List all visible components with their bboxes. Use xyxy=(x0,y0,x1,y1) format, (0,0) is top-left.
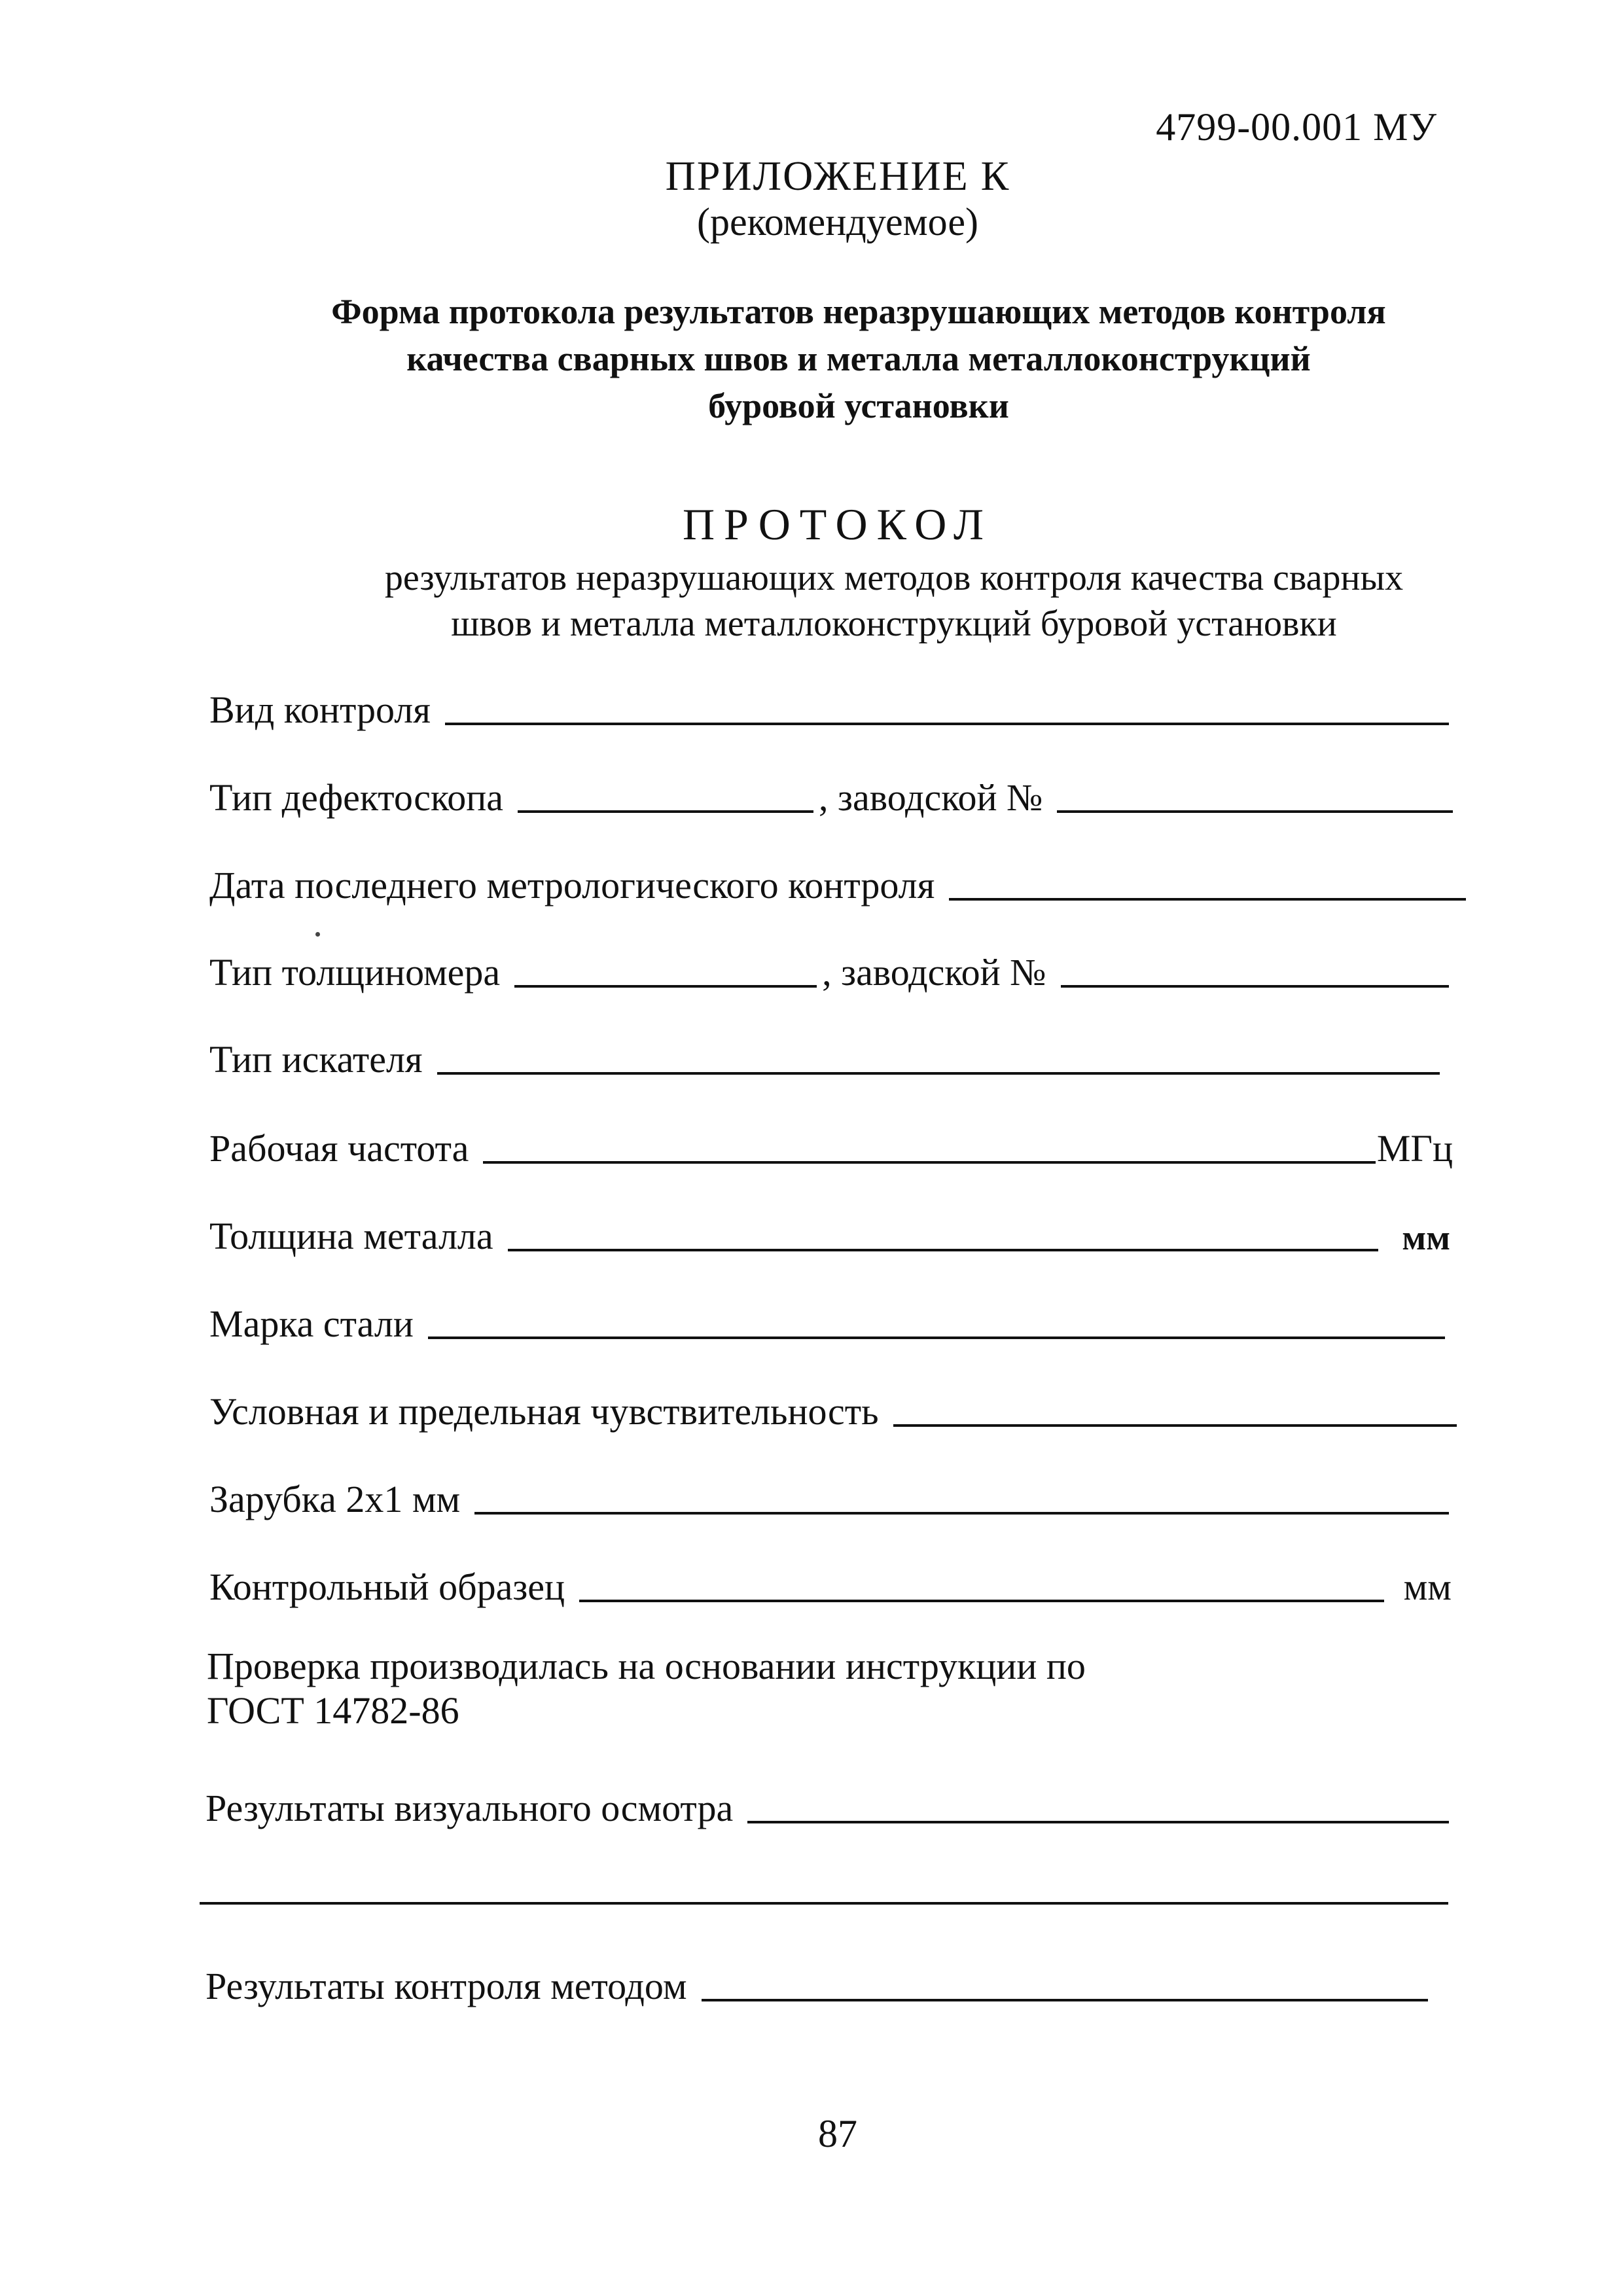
probe-type-field xyxy=(209,1031,1440,1084)
form-title-line-1: Форма протокола результатов неразрушающих методов контроля xyxy=(331,292,1386,331)
frequency-field xyxy=(209,1121,1453,1173)
flaw-detector-input[interactable] xyxy=(518,810,813,813)
control-type-label: Вид контроля xyxy=(209,689,431,731)
last-calibration-field xyxy=(209,857,1466,910)
control-type-input[interactable] xyxy=(445,723,1449,725)
method-results-field xyxy=(205,1958,1428,2011)
steel-grade-label: Марка стали xyxy=(209,1302,414,1345)
notch-input[interactable] xyxy=(474,1512,1449,1515)
method-results-label: Результаты контроля методом xyxy=(205,1965,687,2007)
visual-results-field xyxy=(205,1780,1449,1833)
metal-thickness-label: Толщина металла xyxy=(209,1215,493,1257)
inspection-basis-line-1: Проверка производилась на основании инструкции по xyxy=(207,1645,1086,1687)
notch-label: Зарубка 2x1 мм xyxy=(209,1478,461,1520)
flaw-detector-serial-input[interactable] xyxy=(1057,810,1453,813)
flaw-detector-serial-label: , заводской № xyxy=(819,776,1043,819)
last-calibration-input[interactable] xyxy=(949,898,1466,901)
thickness-gauge-label: Тип толщиномера xyxy=(209,951,501,994)
frequency-label: Рабочая частота xyxy=(209,1127,469,1170)
control-type-field xyxy=(209,682,1449,734)
frequency-input[interactable] xyxy=(483,1161,1375,1164)
document-code: 4799-00.001 МУ xyxy=(1156,105,1437,149)
sensitivity-input[interactable] xyxy=(893,1424,1457,1427)
visual-results-input[interactable] xyxy=(747,1821,1449,1823)
protocol-subtitle xyxy=(82,555,1623,647)
last-calibration-label: Дата последнего метрологического контроля xyxy=(209,864,935,906)
scan-speck xyxy=(315,932,320,937)
reference-sample-unit: мм xyxy=(1403,1566,1452,1608)
reference-sample-field xyxy=(209,1559,1452,1611)
thickness-gauge-field xyxy=(209,944,1449,997)
protocol-subtitle-line-2: швов и металла металлоконструкций буровой установки xyxy=(451,603,1337,644)
form-title-line-3: буровой установки xyxy=(708,386,1009,425)
protocol-title: ПРОТОКОЛ xyxy=(682,499,993,549)
probe-type-label: Тип искателя xyxy=(209,1038,423,1081)
steel-grade-field xyxy=(209,1296,1445,1348)
reference-sample-label: Контрольный образец xyxy=(209,1566,565,1608)
form-title xyxy=(47,288,1623,429)
notch-field xyxy=(209,1471,1449,1524)
appendix-title: ПРИЛОЖЕНИЕ К xyxy=(665,152,1010,199)
reference-sample-input[interactable] xyxy=(579,1600,1384,1602)
metal-thickness-unit: мм xyxy=(1402,1218,1450,1257)
steel-grade-input[interactable] xyxy=(428,1336,1445,1339)
appendix-subtitle: (рекомендуемое) xyxy=(697,200,978,243)
protocol-subtitle-line-1: результатов неразрушающих методов контроля качества сварных xyxy=(384,558,1404,598)
inspection-basis xyxy=(207,1644,1086,1733)
visual-results-label: Результаты визуального осмотра xyxy=(205,1787,734,1829)
form-title-line-2: качества сварных швов и металла металлоконструкций xyxy=(406,339,1311,378)
metal-thickness-field xyxy=(209,1208,1450,1261)
frequency-unit: МГц xyxy=(1376,1127,1453,1170)
flaw-detector-label: Тип дефектоскопа xyxy=(209,776,504,819)
page-number: 87 xyxy=(818,2112,857,2155)
thickness-gauge-serial-input[interactable] xyxy=(1061,985,1450,988)
probe-type-input[interactable] xyxy=(437,1072,1440,1075)
metal-thickness-input[interactable] xyxy=(508,1249,1379,1251)
thickness-gauge-serial-label: , заводской № xyxy=(822,951,1046,994)
visual-results-continuation-line[interactable] xyxy=(200,1902,1448,1905)
flaw-detector-field xyxy=(209,770,1453,822)
sensitivity-label: Условная и предельная чувствительность xyxy=(209,1390,879,1433)
thickness-gauge-input[interactable] xyxy=(514,985,817,988)
method-results-input[interactable] xyxy=(702,1999,1428,2001)
inspection-basis-line-2: ГОСТ 14782-86 xyxy=(207,1689,459,1732)
sensitivity-field xyxy=(209,1384,1457,1436)
